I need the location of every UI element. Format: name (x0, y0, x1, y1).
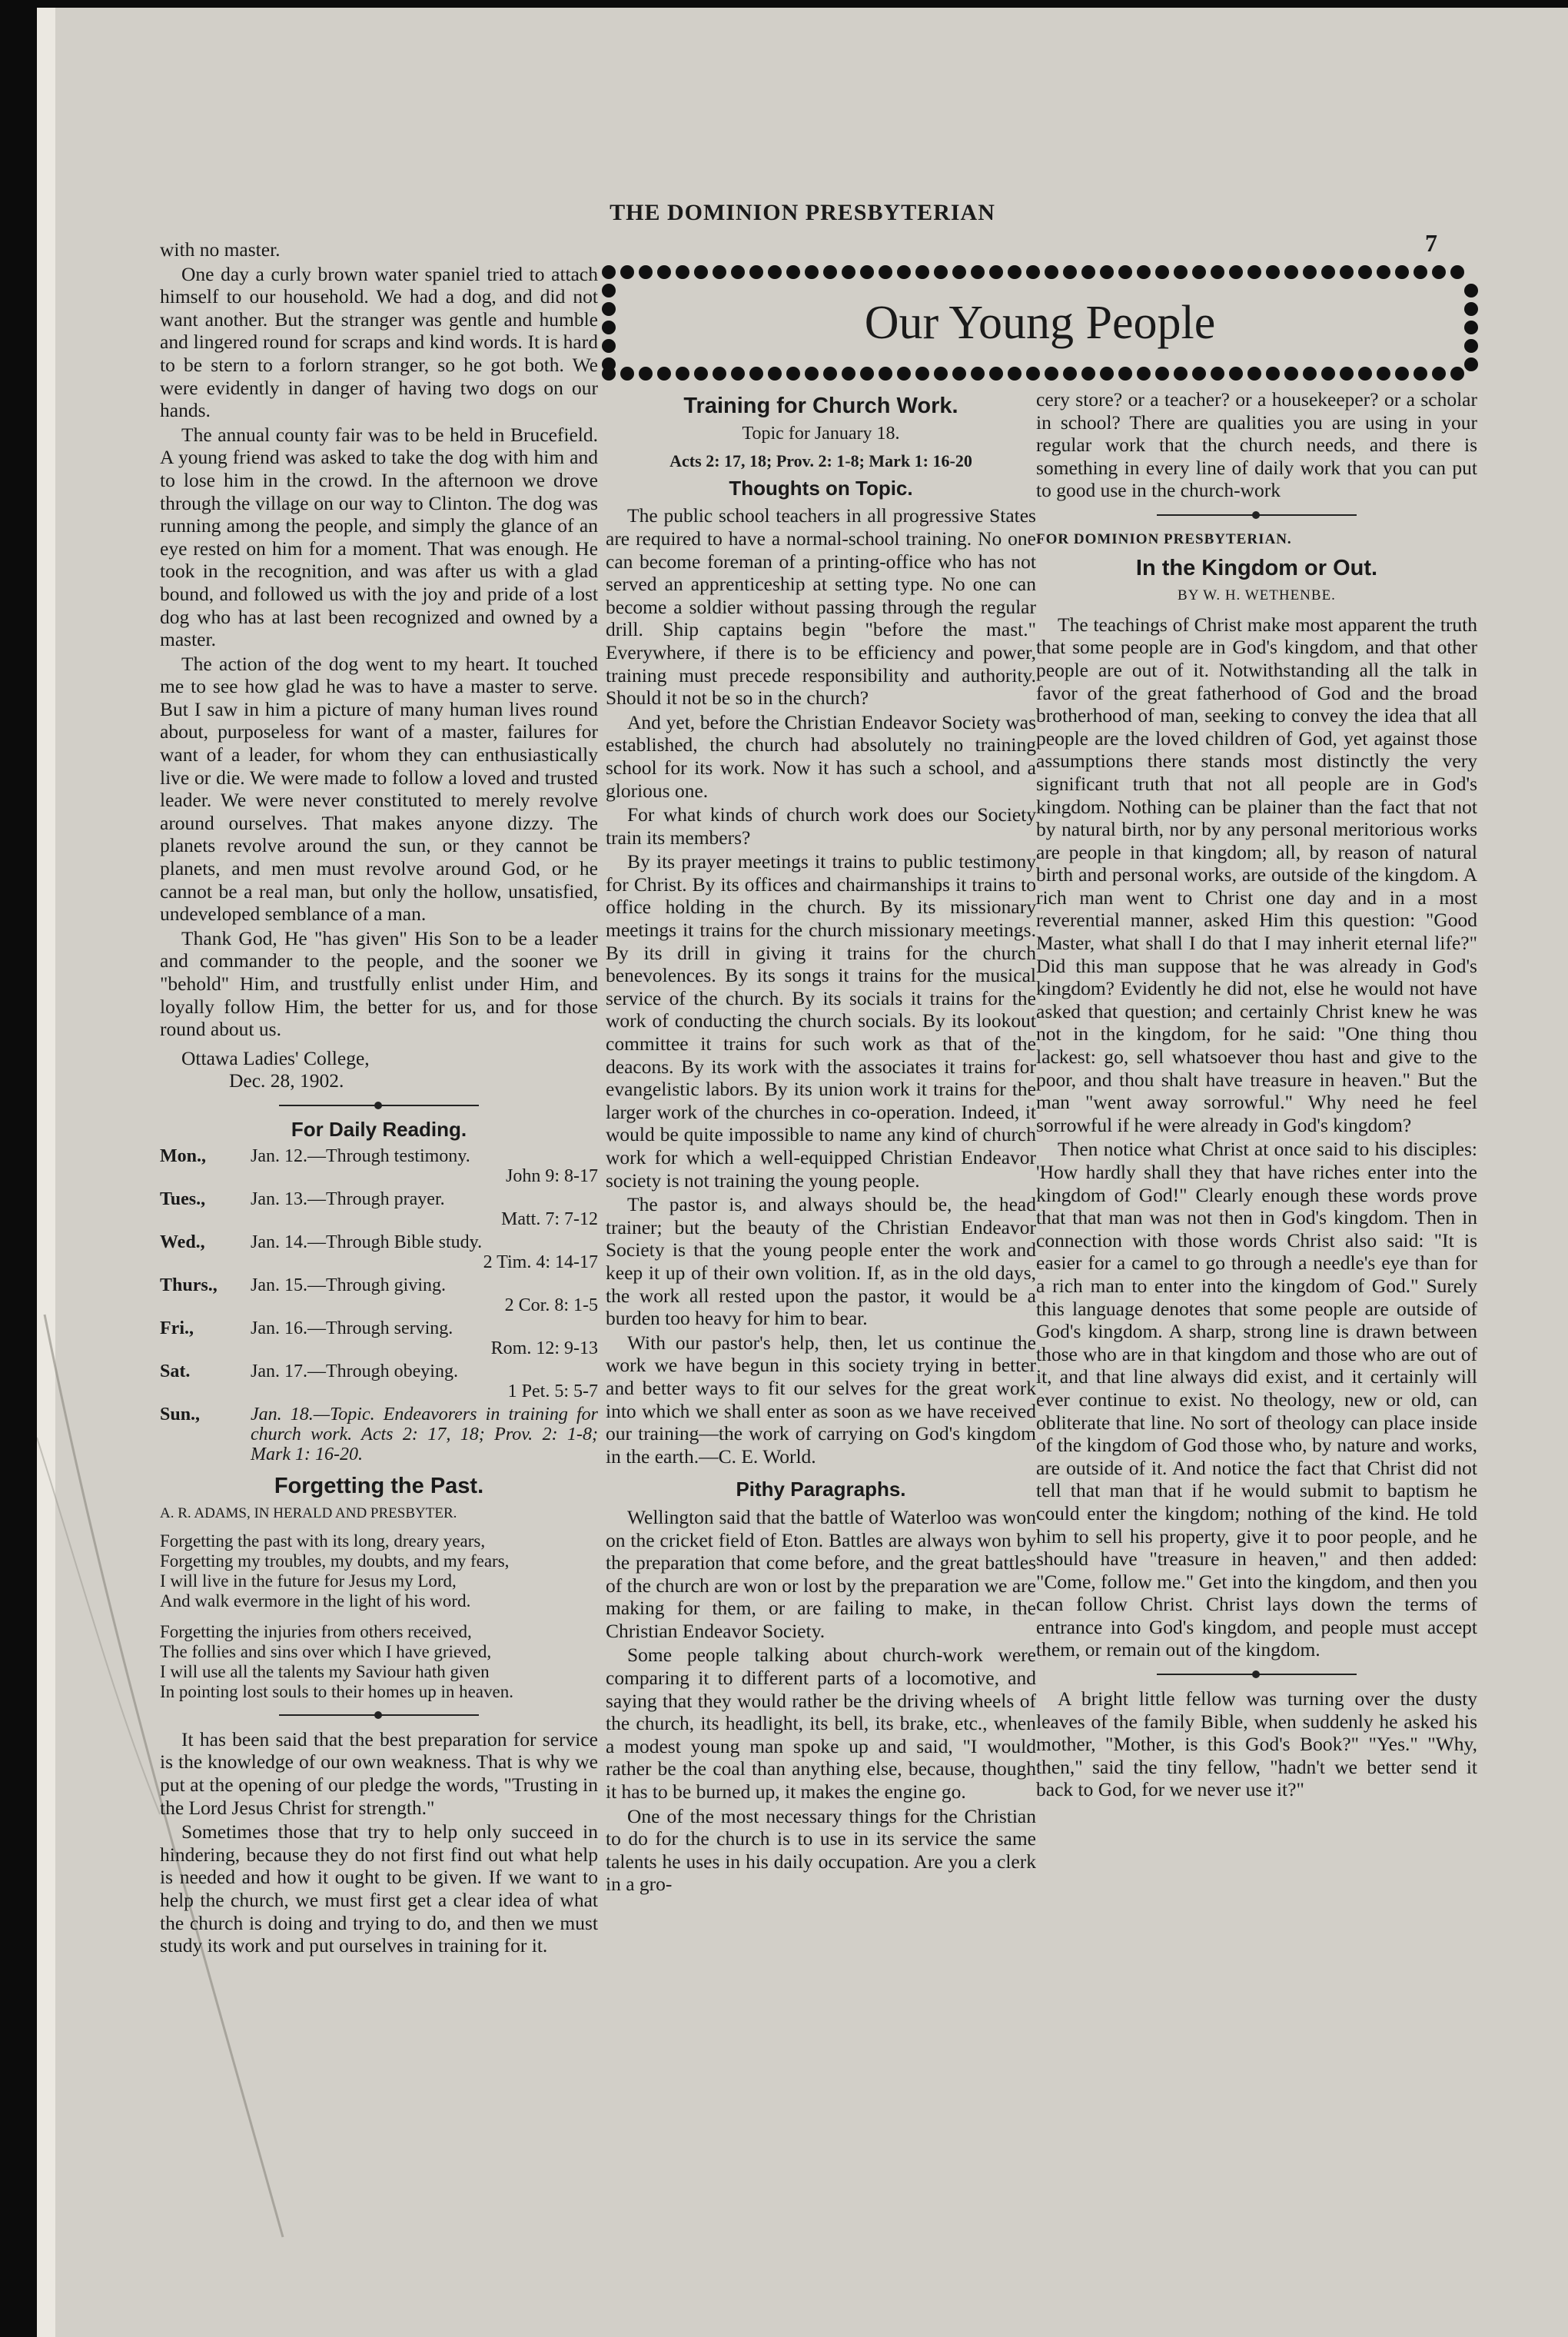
poem-line: I will live in the future for Jesus my Lord, (160, 1571, 457, 1591)
paragraph: The pastor is, and always should be, the head trainer; but the beauty of the Christian Endeavor Society is that the young people enter the work and keep it up of their own volition. If, as in the old days, the work all rested upon the pastor, it would be a burden too heavy for him to bear. (606, 1193, 1036, 1330)
reading-row (160, 1405, 598, 1464)
border-bead (1100, 265, 1114, 279)
border-bead (1321, 265, 1335, 279)
reading-text: Jan. 16.—Through serving. (251, 1318, 453, 1338)
scripture-refs: Acts 2: 17, 18; Prov. 2: 1-8; Mark 1: 16-20 (669, 451, 972, 471)
border-bead (768, 367, 782, 381)
border-bead (694, 367, 708, 381)
border-bead (1450, 265, 1464, 279)
divider (279, 1105, 479, 1106)
border-bead (1395, 367, 1409, 381)
paragraph: Some people talking about church-work were comparing it to different parts of a locomotive, and saying that they would rather be the driving wheels of the church, its headlight, its bell, its brake, etc., when a modest young man spoke up and said, "I would rather be the coal than anything else, because, though it has to be burned up, it makes the engine go. (606, 1644, 1036, 1803)
border-bead (713, 265, 726, 279)
border-bead (1100, 367, 1114, 381)
source-line: FOR DOMINION PRESBYTERIAN. (1036, 530, 1292, 547)
newspaper-page (37, 8, 1568, 2337)
border-bead (1340, 265, 1354, 279)
border-bead (1026, 265, 1040, 279)
reading-day: Tues., (160, 1188, 206, 1209)
article-title: Training for Church Work. (683, 394, 958, 418)
border-bead (1137, 367, 1151, 381)
divider (279, 1714, 479, 1716)
border-bead (1266, 367, 1280, 381)
border-bead (860, 265, 874, 279)
reading-row (160, 1189, 598, 1229)
border-bead (1395, 265, 1409, 279)
paragraph: cery store? or a teacher? or a housekeeper? or a scholar in school? There are qualities you are using in your regular work that the church needs, and there is something in every line of daily work that you can put to good use in the church-work (1036, 388, 1477, 502)
border-bead (1211, 367, 1224, 381)
reading-row (160, 1275, 598, 1315)
poem-line: Forgetting the injuries from others received, (160, 1621, 472, 1641)
border-bead (1247, 367, 1261, 381)
paragraph: The teachings of Christ make most apparent the truth that some people are in God's kingdom, and that other people are out of it. Notwithstanding all the talk in favor of the great fatherhood of God and the broad brotherhood of man, seeking to convey the idea that all people are the loved children of God, yet against those assumptions there stands most distinctly the very significant truth that not all people are in God's kingdom. Nothing can be plainer than the fact that not by natural birth, nor by any personal meritorious works are people in that kingdom; all, by reason of natural birth and personal works, are outside of the kingdom. A rich man went to Christ one day and in a most reverential manner, asked Him this question: "Good Master, what shall I do that I may inherit eternal life?" Did this man suppose that he was already in God's kingdom? Evidently he did not, else he would not have asked that question; and certainly Christ knew he was not in the kingdom, for he said: "One thing thou lackest: go, sell whatsoever thou hast and give to the poor, and thou shalt have treasure in heaven." But the man "went away sorrowful." Why need he feel sorrowful if he were already in God's kingdom? (1036, 613, 1477, 1136)
reading-text: Jan. 17.—Through obeying. (251, 1361, 458, 1381)
border-bead (731, 265, 745, 279)
border-bead (1377, 367, 1390, 381)
border-bead (897, 367, 911, 381)
poem-title: Forgetting the Past. (274, 1473, 484, 1498)
paragraph: And yet, before the Christian Endeavor Society was established, the church had absolutely no training school for its work. Now it has such a school, and a glorious one. (606, 710, 1036, 802)
paragraph: Wellington said that the battle of Waterloo was won on the cricket field of Eton. Battles are always won by the preparation that come before, and the great battles of the church are won or lost by the preparation we are making for them, or are failing to make, in the Christian Endeavor Society. (606, 1505, 1036, 1642)
border-bead (971, 265, 985, 279)
border-bead (879, 265, 892, 279)
paragraph: By its prayer meetings it trains to public testimony for Christ. By its offices and chairmanships it trains to office holding in the church. By its missionary meetings it trains for the church missionary meetings. By its drill in giving it trains for the church benevolences. By its songs it trains for the musical service of the church. By its socials it trains for the work of conducting the church socials. By its lookout committee it trains for such work as that of the deacons. By its work with the associates it trains for evangelistic labors. By its union work it trains for the larger work of the churches in co-operation. Indeed, it would be quite impossible to name any kind of church work for which a well-equipped Christian Endeavor society is not training the young people. (606, 850, 1036, 1192)
border-bead (639, 265, 653, 279)
border-bead (1284, 265, 1298, 279)
border-bead (1266, 265, 1280, 279)
reading-day: Wed., (160, 1232, 205, 1252)
border-bead (602, 265, 616, 279)
border-bead (676, 367, 689, 381)
reading-row (160, 1232, 598, 1272)
border-bead (1358, 367, 1372, 381)
reading-row (160, 1361, 598, 1401)
reading-day: Sun., (160, 1404, 201, 1424)
border-bead (915, 265, 929, 279)
border-bead (1118, 265, 1132, 279)
paragraph: With our pastor's help, then, let us continue the work we have begun in this society trying in better and better ways to fit our selves for the great work into which we shall enter as soon as we have received our training—the work of carrying on God's kingdom in the earth.—C. E. World. (606, 1331, 1036, 1468)
section-title: Our Young People (864, 297, 1216, 349)
paragraph: The action of the dog went to my heart. It touched me to see how glad he was to have a master to serve. But I saw in him a picture of many human lives round about, purposeless for want of a master, failures for want of a leader, for whom they can enthusiastically live or die. We were made to follow a loved and trusted leader. We were never constituted to merely revolve around ourselves. That makes anyone dizzy. The planets revolve around the sun, or they cannot be planets, and men must revolve around God, or he cannot be a real man, but only the hollow, unsatisfied, undeveloped semblance of a man. (160, 652, 598, 926)
border-bead (1414, 265, 1427, 279)
border-bead (934, 367, 948, 381)
column-2 (606, 384, 1036, 1897)
daily-reading-heading: For Daily Reading. (291, 1117, 467, 1141)
border-bead (989, 367, 1003, 381)
reading-ref: 2 Cor. 8: 1-5 (504, 1295, 598, 1315)
border-bead (657, 265, 671, 279)
border-bead (805, 265, 819, 279)
border-bead (1284, 367, 1298, 381)
column-1 (160, 238, 598, 1959)
reading-text: Jan. 15.—Through giving. (251, 1275, 446, 1295)
poem-line: And walk evermore in the light of his word. (160, 1591, 471, 1611)
poem-line: I will use all the talents my Saviour hath given (160, 1661, 490, 1681)
poem-stanza (160, 1531, 598, 1611)
dateline: Dec. 28, 1902. (229, 1069, 344, 1092)
paragraph: Thank God, He "has given" His Son to be a leader and commander to the people, and the sooner we "behold" Him, and trustfully enlist under Him, and loyally follow Him, the better for us, and for those round about us. (160, 926, 598, 1041)
border-bead (1118, 367, 1132, 381)
divider (1157, 1674, 1357, 1675)
reading-ref: Matt. 7: 7-12 (501, 1208, 598, 1229)
border-bead (1063, 367, 1077, 381)
border-bead (1229, 265, 1243, 279)
border-bead (749, 367, 763, 381)
border-bead (915, 367, 929, 381)
border-bead (1174, 367, 1188, 381)
border-bead (1192, 367, 1206, 381)
paragraph: A bright little fellow was turning over the dusty leaves of the family Bible, when suddenly he asked his mother, "Mother, is this God's Book?" "Yes." "Why, then," said the tiny fellow, "hadn't we better send it back to God, for we never use it?" (1036, 1687, 1477, 1801)
poem-line: Forgetting the past with its long, dreary years, (160, 1531, 486, 1551)
border-bead (1174, 265, 1188, 279)
border-bead (1063, 265, 1077, 279)
reading-day: Fri., (160, 1318, 194, 1338)
border-bead (934, 265, 948, 279)
section-banner (598, 261, 1482, 384)
border-bead (602, 357, 616, 371)
border-bead (860, 367, 874, 381)
signoff: Ottawa Ladies' College, (181, 1046, 370, 1069)
border-bead (694, 265, 708, 279)
reading-row (160, 1318, 598, 1358)
paragraph: Then notice what Christ at once said to his disciples: 'How hardly shall they that have riches enter into the kingdom of God!" Clearly enough these words prove that that man was not then in God's kingdom. Then in connection with those words Christ also said: "It is easier for a camel to go through a needle's eye than for a rich man to enter into the kingdom of God." Surely this language denotes that some people are outside of God's kingdom. A sharp, strong line is drawn between those who are in that kingdom and those who are out of it, and that line always did exist, and it certainly will ever continue to exist. No theology, new or old, can obliterate that line. No sort of theology can place inside of the kingdom of God those who, by nature and works, are outside of it. And notice the fact that Christ did not tell that man that if he would submit to baptism he could enter the kingdom; nothing of the kind. He told him to sell his property, give it to poor people, and he should have "treasure in heaven," and then added: "Come, follow me." Get into the kingdom, and then you can follow Christ. Christ lays down the terms of entrance into God's kingdom, and people must accept them, or remain out of the kingdom. (1036, 1138, 1477, 1661)
border-bead (842, 265, 855, 279)
border-bead (842, 367, 855, 381)
border-bead (971, 367, 985, 381)
border-bead (1026, 367, 1040, 381)
paragraph: with no master. (160, 238, 281, 261)
border-bead (786, 367, 800, 381)
border-bead (1155, 265, 1169, 279)
border-bead (1045, 265, 1058, 279)
border-bead (768, 265, 782, 279)
border-bead (1303, 367, 1317, 381)
border-bead (657, 367, 671, 381)
border-bead (1432, 367, 1446, 381)
reading-ref: Rom. 12: 9-13 (490, 1338, 598, 1358)
border-bead (1229, 367, 1243, 381)
poem-line: Forgetting my troubles, my doubts, and my fears, (160, 1551, 510, 1571)
poem-stanza (160, 1622, 598, 1702)
running-title: THE DOMINION PRESBYTERIAN (610, 200, 995, 225)
border-bead (731, 367, 745, 381)
border-bead (952, 367, 966, 381)
border-bead (1192, 265, 1206, 279)
column-3 (1036, 388, 1477, 1803)
border-bead (1137, 265, 1151, 279)
reading-text: Jan. 14.—Through Bible study. (251, 1232, 483, 1252)
border-bead (1081, 265, 1095, 279)
paragraph: One day a curly brown water spaniel tried to attach himself to our household. We had a dog, and did not want another. But the stranger was gentle and humble and lingered round for scraps and kind words. It is hard to be stern to a forlorn stranger, so he got both. We were evidently in danger of having two dogs on our hands. (160, 262, 598, 422)
paragraph: Sometimes those that try to help only succeed in hindering, because they do not first find out what help is needed and how it ought to be given. If we want to help the church, we must first get a clear idea of what the church is doing and trying to do, and then we must study its work and put ourselves in training for it. (160, 1820, 598, 1957)
border-bead (639, 367, 653, 381)
article-byline: BY W. H. WETHENBE. (1178, 587, 1336, 604)
pithy-heading: Pithy Paragraphs. (736, 1478, 906, 1501)
reading-ref: 2 Tim. 4: 14-17 (483, 1252, 598, 1272)
border-bead (1155, 367, 1169, 381)
reading-day: Sat. (160, 1361, 191, 1381)
article-title: In the Kingdom or Out. (1135, 555, 1378, 580)
border-bead (823, 367, 837, 381)
paragraph: The annual county fair was to be held in Brucefield. A young friend was asked to take the dog with him and to lose him in the crowd. In the afternoon we drove through the village on our way to Clinton. The dog was running among the people, and simply the glance of an eye rested on him for a moment. That was enough. He took in the recognition, and was after us with a glad bound, and followed us with the joy and pride of a lost dog who has at last been recognized and owned by a master. (160, 423, 598, 651)
border-bead (620, 265, 634, 279)
border-bead (952, 265, 966, 279)
divider (1157, 514, 1357, 516)
poem-byline: A. R. ADAMS, IN HERALD AND PRESBYTER. (160, 1505, 457, 1522)
poem-line: In pointing lost souls to their homes up in heaven. (160, 1681, 513, 1701)
paragraph: The public school teachers in all progressive States are required to have a normal-school training. No one can become foreman of a printing-office who has not served an apprenticeship at setting type. No one can become a soldier without passing through the regular drill. Ship captains begin "before the mast." Everywhere, if there is to be efficiency and power, training must precede responsibility and authority. Should it not be so in the church? (606, 504, 1036, 710)
border-bead (805, 367, 819, 381)
border-bead (1247, 265, 1261, 279)
reading-text: Jan. 13.—Through prayer. (251, 1188, 445, 1209)
border-bead (1321, 367, 1335, 381)
border-bead (879, 367, 892, 381)
reading-ref: John 9: 8-17 (506, 1165, 598, 1186)
border-bead (1414, 367, 1427, 381)
border-bead (989, 265, 1003, 279)
paragraph: One of the most necessary things for the Christian to do for the church is to use in its service the same talents he uses in his daily occupation. Are you a clerk in a gro- (606, 1804, 1036, 1896)
reading-day: Thurs., (160, 1275, 218, 1295)
reading-text: Jan. 12.—Through testimony. (251, 1145, 470, 1166)
border-bead (713, 367, 726, 381)
reading-ref: 1 Pet. 5: 5-7 (507, 1381, 598, 1401)
border-bead (823, 265, 837, 279)
reading-day: Mon., (160, 1145, 206, 1166)
border-bead (749, 265, 763, 279)
article-subtitle: Thoughts on Topic. (729, 476, 913, 500)
border-bead (1045, 367, 1058, 381)
page-number: 7 (1425, 229, 1437, 257)
border-bead (1432, 265, 1446, 279)
reading-row (160, 1146, 598, 1186)
border-bead (897, 265, 911, 279)
poem-line: The follies and sins over which I have grieved, (160, 1641, 492, 1661)
paragraph: For what kinds of church work does our Society train its members? (606, 803, 1036, 849)
border-bead (1081, 367, 1095, 381)
border-bead (1464, 357, 1478, 371)
paragraph: It has been said that the best preparation for service is the knowledge of our own weakness. That is why we put at the opening of our pledge the words, "Trusting in the Lord Jesus Christ for strength." (160, 1727, 598, 1819)
border-bead (1303, 265, 1317, 279)
topic-line: Topic for January 18. (742, 423, 900, 444)
border-bead (1377, 265, 1390, 279)
border-bead (1358, 265, 1372, 279)
border-bead (1211, 265, 1224, 279)
border-bead (1340, 367, 1354, 381)
border-bead (1008, 367, 1022, 381)
reading-text: Jan. 18.—Topic. Endeavorers in training for church work. Acts 2: 17, 18; Prov. 2: 1-8; Mark 1: 16-20. (251, 1404, 598, 1464)
border-bead (1008, 265, 1022, 279)
border-bead (620, 367, 634, 381)
border-bead (786, 265, 800, 279)
border-bead (676, 265, 689, 279)
border-bead (1450, 367, 1464, 381)
